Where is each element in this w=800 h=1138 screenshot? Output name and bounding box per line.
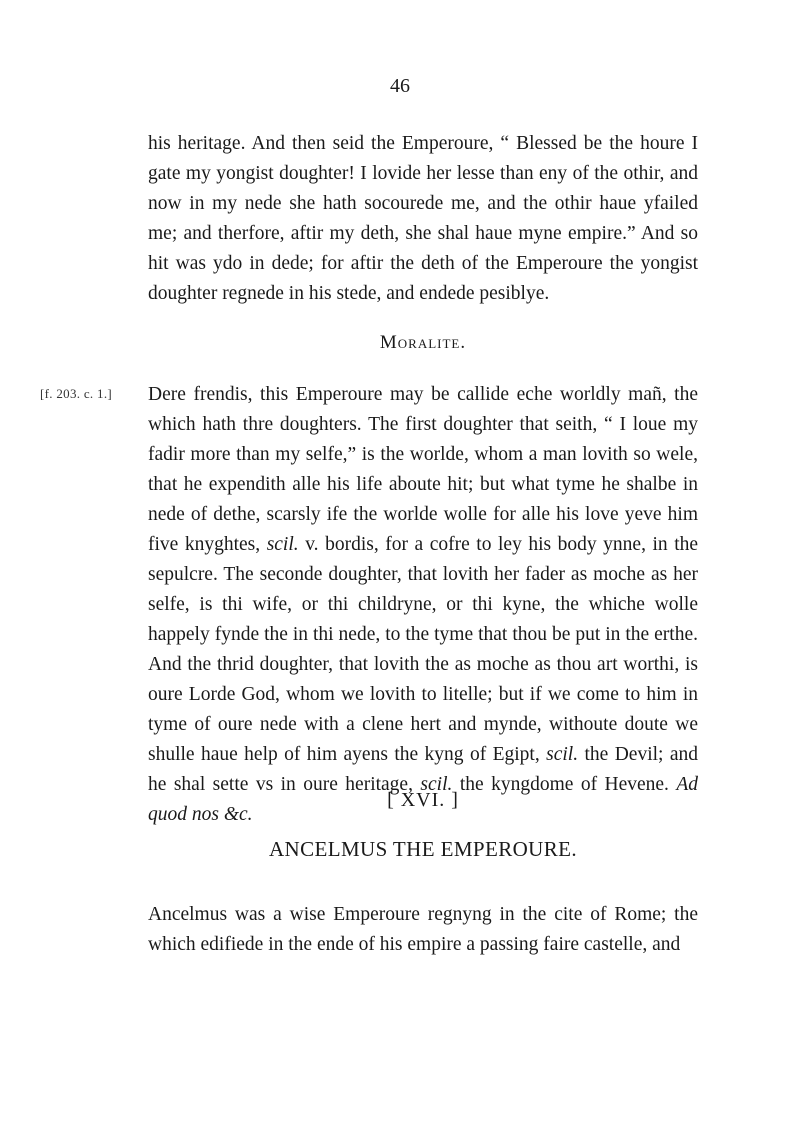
- moralite-text-part-3: the Devil; and he shal sette vs in oure heritage,: [148, 744, 699, 795]
- moralite-heading: Moralite.: [379, 332, 467, 353]
- paragraph-moralite: [148, 380, 698, 830]
- scil-abbreviation: scil.: [266, 534, 299, 555]
- text-block-heritage: [148, 129, 698, 309]
- moralite-text-part-1: Dere frendis, this Emperoure may be callide eche worldly mañ, the which hath thre doughters. The first doughter that seith, “ I loue my fadir more than my selfe,” is the worlde, whom a man lovith so wele, that he expendith alle his life aboute hit; but what tyme he shalbe in nede of dethe, scarsly ife the worlde wolle for alle his love yeve him five knyghtes,: [148, 384, 698, 555]
- closing-latin-phrase: Ad quod nos &c.: [148, 774, 699, 825]
- chapter-number: [ XVI. ]: [387, 789, 459, 811]
- moralite-text-part-2: v. bordis, for a cofre to ley his body ynne, in the sepulcre. The seconde doughter, that lovith her fader as moche as her selfe, is thi wife, or thi childryne, or thi kyne, the whiche wolle happely fynde the in thi nede, to the tyme that thou be put in the erthe. And the thrid doughter, that lovith the as moche as thou art worthi, is oure Lorde God, whom we lovith to litelle; but if we come to him in tyme of oure nede with a clene hert and mynde, withoute doute we shulle haue help of him ayens the kyng of Egipt,: [148, 534, 699, 765]
- folio-margin-note: [f. 203. c. 1.]: [40, 386, 113, 401]
- moralite-text-part-4: the kyngdome of Hevene.: [459, 774, 669, 795]
- text-block-ancelmus: [148, 900, 698, 960]
- chapter-title: ANCELMUS THE EMPEROURE.: [268, 837, 578, 861]
- page-number: 46: [390, 75, 410, 97]
- paragraph-ancelmus: Ancelmus was a wise Emperoure regnyng in the cite of Rome; the which edifiede in the ende of his empire a passing faire castelle, and: [148, 904, 698, 955]
- scil-abbreviation: scil.: [420, 774, 453, 795]
- paragraph-heritage: his heritage. And then seid the Emperoure, “ Blessed be the houre I gate my yongist doughter! I lovide her lesse than eny of the othir, and now in my nede she hath socourede me, and the othir haue yfailed me; and therfore, aftir my deth, she shal haue myne empire.” And so hit was ydo in dede; for aftir the deth of the Emperoure the yongist doughter regnede in his stede, and endede pesiblye.: [148, 133, 698, 304]
- scil-abbreviation: scil.: [546, 744, 579, 765]
- text-block-moralite: [148, 380, 698, 830]
